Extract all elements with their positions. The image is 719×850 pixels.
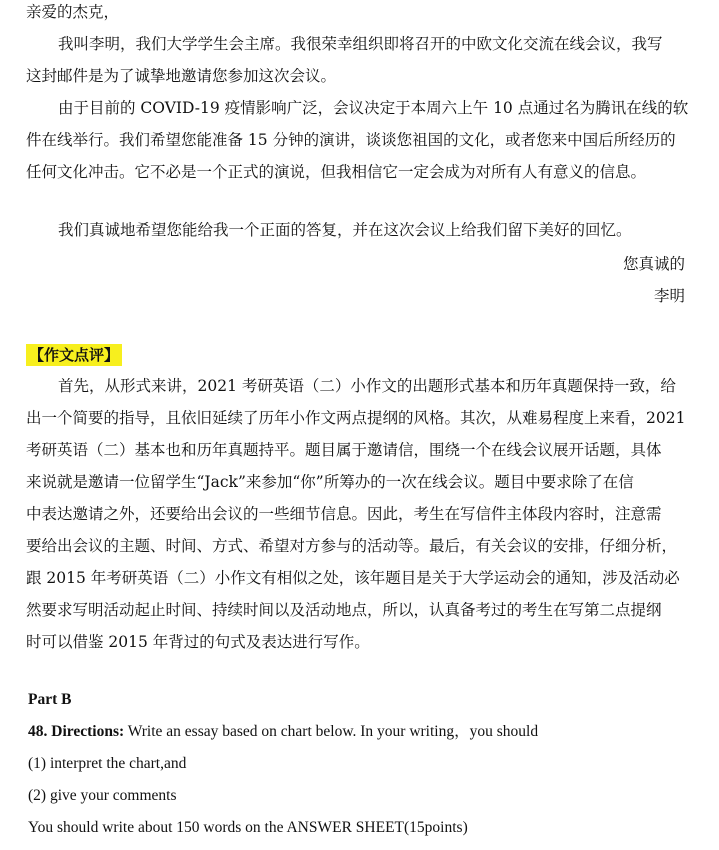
comment-heading-row [0, 344, 719, 366]
comment-line: 然要求写明活动起止时间、持续时间以及活动地点，所以，认真备考过的考生在写第二点提纲 [26, 601, 662, 619]
comment-line: 跟 2015 年考研英语（二）小作文有相似之处，该年题目是关于大学运动会的通知，涉及活动必 [26, 569, 680, 587]
letter-paragraph-1-line-1: 我叫李明，我们大学学生会主席。我很荣幸组织即将召开的中欧文化交流在线会议，我写 [58, 35, 663, 53]
comment-line: 首先，从形式来讲，2021 考研英语（二）小作文的出题形式基本和历年真题保持一致，给 [58, 377, 676, 395]
question-number: 48. Directions: [28, 723, 125, 740]
letter-closing: 您真诚的 [622, 255, 685, 273]
comment-heading: 【作文点评】 [26, 344, 122, 366]
question-directions [28, 722, 538, 742]
question-text: Write an essay based on chart below. In your writing，you should [124, 723, 539, 740]
letter-paragraph-2-line-3: 任何文化冲击。它不必是一个正式的演说，但我相信它一定会成为对所有人有意义的信息。 [26, 163, 647, 181]
comment-line: 考研英语（二）基本也和历年真题持平。题目属于邀请信，围绕一个在线会议展开话题，具体 [26, 441, 662, 459]
letter-paragraph-1-line-2: 这封邮件是为了诚挚地邀请您参加这次会议。 [26, 67, 337, 85]
letter-signature: 李明 [653, 287, 685, 305]
comment-line: 来说就是邀请一位留学生“Jack”来参加“你”所筹办的一次在线会议。题目中要求除了在信 [26, 473, 634, 491]
comment-line: 时可以借鉴 2015 年背过的句式及表达进行写作。 [26, 633, 370, 651]
letter-paragraph-2-line-1: 由于目前的 COVID-19 疫情影响广泛，会议决定于本周六上午 10 点通过名为腾讯在线的软 [58, 99, 689, 117]
letter-paragraph-3-line-1: 我们真诚地希望您能给我一个正面的答复，并在这次会议上给我们留下美好的回忆。 [58, 221, 632, 239]
question-item-2: (2) give your comments [28, 787, 177, 804]
comment-line: 要给出会议的主题、时间、方式、希望对方参与的活动等。最后，有关会议的安排，仔细分析， [26, 537, 678, 555]
question-requirement: You should write about 150 words on the ANSWER SHEET(15points) [28, 819, 468, 836]
part-b-title: Part B [28, 691, 72, 708]
letter-paragraph-2-line-2: 件在线举行。我们希望您能准备 15 分钟的演讲，谈谈您祖国的文化，或者您来中国后所经历的 [26, 131, 676, 149]
letter-salutation: 亲爱的杰克， [26, 3, 120, 21]
question-item-1: (1) interpret the chart,and [28, 755, 187, 772]
comment-line: 出一个简要的指导，且依旧延续了历年小作文两点提纲的风格。其次，从难易程度上来看，2021 [26, 409, 686, 427]
comment-line: 中表达邀请之外，还要给出会议的一些细节信息。因此，考生在写信件主体段内容时，注意需 [26, 505, 662, 523]
